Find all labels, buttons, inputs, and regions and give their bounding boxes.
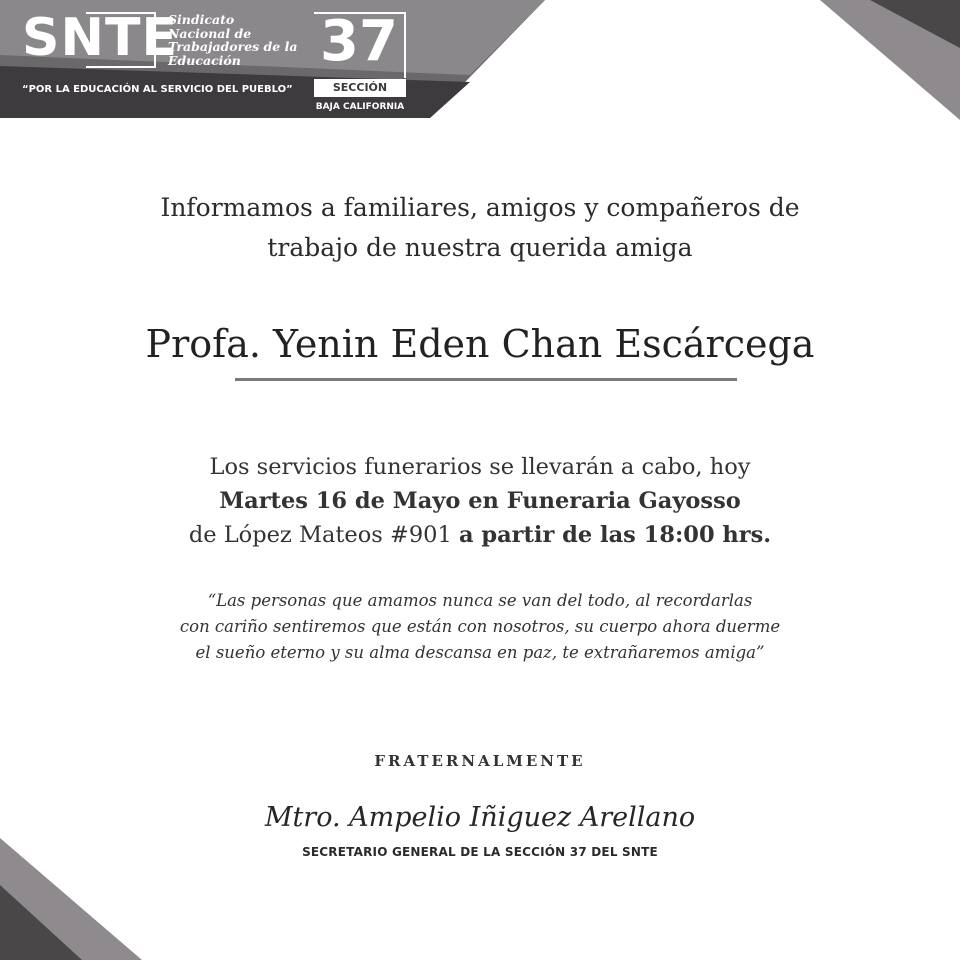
org-name [168,13,318,67]
header-banner [0,0,545,118]
memorial-quote [0,588,960,666]
motto: “POR LA EDUCACIÓN AL SERVICIO DEL PUEBLO” [22,84,293,95]
org-name-line: Nacional de [168,25,252,41]
section-label: SECCIÓN [314,79,406,97]
quote-line: el sueño eterno y su alma descansa en paz, te extrañaremos amiga” [195,643,765,662]
org-name-line: Sindicato [168,12,235,27]
services-line: Los servicios funerarios se llevarán a cabo, hoy [209,454,751,480]
section-number: 37 [320,9,398,74]
org-name-line: Educación [168,52,241,68]
services-address: de López Mateos #901 [188,522,459,548]
section-state: BAJA CALIFORNIA [315,102,405,112]
signer-name: Mtro. Ampelio Iñiguez Arellano [264,802,696,833]
services-address-time [0,518,960,552]
name-underline [235,378,737,381]
org-name-line: Trabajadores de la [168,39,298,54]
signer-title: SECRETARIO GENERAL DE LA SECCIÓN 37 DEL SNTE [302,845,658,859]
snte-logo: SNTE [22,8,178,68]
services-info [0,450,960,552]
quote-line: “Las personas que amamos nunca se van del todo, al recordarlas [207,591,753,610]
closing-word: FRATERNALMENTE [374,752,586,770]
intro-line: Informamos a familiares, amigos y compañeros de [160,193,800,222]
intro-line: trabajo de nuestra querida amiga [267,233,693,262]
services-time: a partir de las 18:00 hrs. [458,522,772,548]
intro-text [0,188,960,268]
deceased-name: Profa. Yenin Eden Chan Escárcega [145,322,815,366]
quote-line: con cariño sentiremos que están con nosotros, su cuerpo ahora duerme [179,617,781,636]
services-date-location: Martes 16 de Mayo en Funeraria Gayosso [219,488,741,514]
